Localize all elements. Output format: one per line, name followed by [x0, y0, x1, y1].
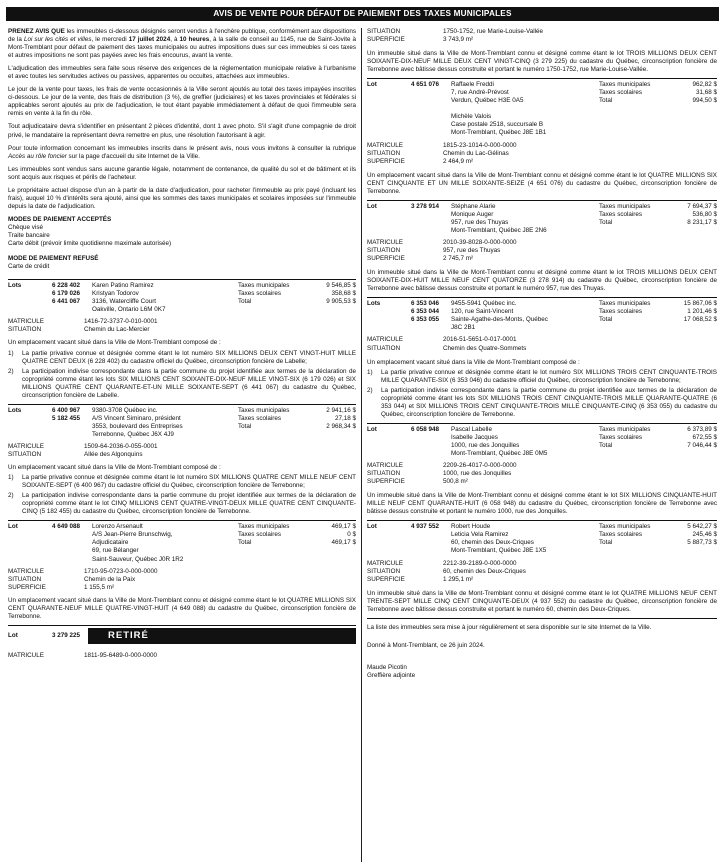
- lot-description: Un emplacement vacant situé dans la Ville de Mont-Tremblant composé de :: [8, 339, 221, 347]
- lot-label: Lot: [8, 631, 18, 639]
- situation-value: Chemin de la Paix: [84, 575, 136, 583]
- tax-value: 7 694,37 $: [687, 202, 717, 210]
- situation-label: SITUATION: [367, 247, 401, 255]
- matricule-value: 1710-95-0723-0-000-0000: [84, 567, 158, 575]
- tax-label: Taxes scolaires: [599, 531, 643, 539]
- superficie-value: 1 295,1 m²: [443, 575, 474, 583]
- owner-line: A/S Vincent Siminaro, président: [92, 414, 181, 422]
- lot-withdrawn: [8, 628, 356, 644]
- tax-label: Total: [599, 97, 613, 105]
- owner-line: Adjudicataire: [92, 539, 129, 547]
- lot-number: 6 353 046: [410, 300, 439, 308]
- lot-part: La partie privative connue et désignée comme étant le lot numéro SIX MILLIONS QUATRE CENT MILLE NEUF CENT SOIXANTE-SEPT (6 400 967) du cadastre officiel du Québec, circonscription foncière de Terrebonne;: [22, 474, 356, 490]
- owner-line: Case postale 2518, succursale B: [451, 121, 544, 129]
- tax-value: 5 642,27 $: [687, 523, 717, 531]
- tax-value: 2 941,16 $: [326, 406, 356, 414]
- matricule-value: 2212-39-2189-0-000-0000: [443, 559, 517, 567]
- situation-label: SITUATION: [8, 326, 42, 334]
- tax-amounts: [238, 407, 356, 439]
- signer-name: Maude Picotin: [367, 663, 407, 671]
- lot-part: La participation indivise correspondante dans la partie commune du projet identifiée aux termes de la déclaration de copropriété comme étant les lots SIX MILLIONS CENT SOIXANTE-DIX-NEUF MILLE VINGT-SIX (6 179 026) et SIX MILLIONS QUATRE CENT QUARANTE-ET-UN MILLE SOIXANTE-SEPT (6 441 067) du cadastre du Québec, circonscription foncière de Labelle.: [22, 367, 356, 399]
- superficie-value: 3 743,9 m²: [443, 36, 474, 44]
- payment-item: Traite bancaire: [8, 231, 50, 239]
- divider: [367, 78, 717, 79]
- tax-amounts: [599, 300, 717, 332]
- tax-label: Taxes scolaires: [238, 531, 282, 539]
- owner-info: [92, 523, 238, 563]
- lot-entry: [8, 282, 356, 314]
- lot-numbers: [389, 300, 451, 332]
- lot-numbers: [30, 523, 92, 563]
- superficie-value: 2 745,7 m²: [443, 255, 474, 263]
- withdrawn-badge: RETIRÉ: [88, 628, 356, 644]
- lot-entry: [367, 300, 717, 332]
- lot-entry: [367, 81, 717, 137]
- owner-line: Lorenzo Arsenault: [92, 523, 143, 531]
- matricule-label: MATRICULE: [8, 567, 44, 575]
- owner-line: Terrebonne, Québec J6X 4J9: [92, 430, 174, 438]
- payment-refused-item: Carte de crédit: [8, 263, 50, 271]
- lot-label: Lot: [367, 202, 377, 210]
- tax-amounts: [599, 523, 717, 555]
- matricule-label: MATRICULE: [367, 238, 403, 246]
- tax-amounts: [599, 426, 717, 458]
- situation-value: 1750-1752, rue Marie-Louise-Vallée: [443, 28, 543, 35]
- tax-amounts: [238, 523, 356, 563]
- lot-numbers: [30, 282, 92, 314]
- matricule-value: 1811-95-6489-0-000-0000: [84, 651, 158, 659]
- matricule-label: MATRICULE: [367, 559, 403, 567]
- owner-line: Michèle Valois: [451, 113, 492, 121]
- tax-label: Taxes municipales: [238, 523, 290, 531]
- owner-line: 9455-5941 Québec inc.: [451, 300, 517, 308]
- divider: [8, 279, 356, 280]
- paragraph-identification: Tout adjudicataire devra s'identifier en présentant 2 pièces d'identité, dont 1 avec photo. S'il s'agit d'une compagnie de droit privé, le mandataire la représentant devra remettre en plus, une résolution l'autorisant à agir.: [8, 123, 356, 139]
- lot-entry: [367, 523, 717, 555]
- tax-label: Taxes scolaires: [599, 308, 643, 316]
- tax-value: 358,68 $: [331, 290, 356, 298]
- tax-label: Taxes municipales: [599, 202, 651, 210]
- lot-number: 6 441 067: [51, 298, 80, 306]
- role-link[interactable]: Accès au rôle foncier: [8, 152, 67, 160]
- superficie-label: SUPERFICIE: [367, 157, 405, 165]
- owner-line: Oakville, Ontario L6M 0K7: [92, 306, 166, 314]
- lot-description: Un emplacement vacant situé dans la Ville de Mont-Tremblant composé de :: [367, 358, 580, 366]
- info-text: sur la page d'accueil du site Internet de la Ville.: [66, 152, 200, 160]
- tax-label: Taxes scolaires: [238, 414, 282, 422]
- superficie-label: SUPERFICIE: [8, 583, 46, 591]
- owner-line: Mont-Tremblant, Québec J8E 1B1: [451, 129, 547, 137]
- intro-text: les immeubles ci-dessous désignés seront vendus à l'enchère publique, conformément aux dispositions de la: [8, 28, 356, 44]
- tax-value: 8 231,17 $: [687, 218, 717, 226]
- owner-line: Mont-Tremblant, Québec J8E 0M5: [451, 450, 548, 458]
- tax-value: 7 046,44 $: [687, 441, 717, 449]
- matricule-value: 1416-72-3737-0-010-0001: [84, 318, 158, 326]
- lot-entry: [367, 203, 717, 235]
- given-date: Donné à Mont-Tremblant, ce 26 juin 2024.: [367, 641, 485, 649]
- paragraph-adjudication: L'adjudication des immeubles sera faite sous réserve des exigences de la réglementation municipale relative à l'urbanisme et avec toutes les servitudes actives ou passives, apparentes ou occultes, attachées aux immeubles.: [8, 65, 356, 81]
- divider: [8, 625, 356, 626]
- lot-number: 6 400 967: [51, 406, 80, 414]
- lot-label: Lot: [367, 523, 377, 531]
- notice-title: AVIS DE VENTE POUR DÉFAUT DE PAIEMENT DES TAXES MUNICIPALES: [6, 7, 719, 21]
- owner-info: [451, 203, 599, 235]
- situation-value: Chemin du Lac-Mercier: [84, 326, 150, 334]
- divider: [367, 200, 717, 201]
- tax-amounts: [238, 282, 356, 314]
- lot-part: La participation indivise correspondante dans la partie commune du projet identifiée aux termes de la déclaration de copropriété comme étant les lots SIX MILLIONS TROIS CENT CINQUANTE-TROIS MILLE QUARANTE-QUATRE (6 353 044) et SIX MILLIONS TROIS CENT CINQUANTE-TROIS MILLE CINQUANTE-CINQ (6 353 055) du cadastre du Québec, circonscription foncière de Terrebonne.: [381, 386, 717, 418]
- tax-value: 672,55 $: [692, 433, 717, 441]
- lot-number: 4 651 076: [410, 81, 439, 89]
- tax-label: Taxes municipales: [599, 523, 651, 531]
- tax-value: 994,50 $: [692, 97, 717, 105]
- lot-part: La partie privative connue et désignée comme étant le lot numéro SIX MILLIONS TROIS CENT CINQUANTE-TROIS MILLE QUARANTE-SIX (6 353 046) du cadastre officiel du Québec, circonscription foncière de Terrebonne;: [381, 368, 717, 384]
- tax-label: Taxes municipales: [599, 425, 651, 433]
- tax-amounts: [599, 203, 717, 235]
- owner-line: 69, rue Bélanger: [92, 547, 139, 555]
- lot-number: 4 937 552: [410, 523, 439, 531]
- intro-paragraph: [8, 28, 356, 60]
- owner-info: [451, 300, 599, 332]
- closing-note: La liste des immeubles sera mise à jour régulièrement et sera disponible sur le site Internet de la Ville.: [367, 623, 652, 631]
- sale-time: 10 heures: [179, 36, 210, 44]
- superficie-label: SUPERFICIE: [367, 575, 405, 583]
- superficie-label: SUPERFICIE: [367, 478, 405, 486]
- paragraph-warranty: Les immeubles sont vendus sans aucune garantie légale, notamment de contenance, de qualité du sol et de bâtiment et ils sont acquis aux risques et périls de l'acheteur.: [8, 165, 356, 181]
- tax-label: Taxes municipales: [238, 406, 290, 414]
- tax-label: Total: [599, 218, 613, 226]
- tax-label: Total: [238, 422, 252, 430]
- lot-number: 5 182 455: [51, 414, 80, 422]
- matricule-label: MATRICULE: [8, 651, 44, 659]
- matricule-value: 2016-51-5651-0-017-0001: [443, 336, 517, 344]
- situation-label: SITUATION: [367, 344, 401, 352]
- divider: [367, 423, 717, 424]
- law-name: Loi sur les cités et villes: [23, 36, 92, 44]
- lot-number: 3 278 914: [410, 202, 439, 210]
- matricule-label: MATRICULE: [367, 141, 403, 149]
- lot-description: Un immeuble situé dans la Ville de Mont-Tremblant connu et désigné comme étant le lot TROIS MILLIONS DEUX CENT SOIXANTE-DIX-HUIT MILLE NEUF CENT QUATORZE (3 278 914) du cadastre du Québec, circonscription foncière de Terrebonne avec bâtisse dessus construite et portant le numéro 957, rue des Thuyas.: [367, 269, 717, 293]
- owner-line: J8C 2B1: [451, 324, 476, 332]
- info-text: Pour toute information concernant les immeubles inscrits dans le présent avis, nous vous invitons à consulter la rubrique: [8, 144, 356, 152]
- payment-refused-title: MODE DE PAIEMENT REFUSÉ: [8, 255, 99, 263]
- lot-numbers: [30, 407, 92, 439]
- owner-line: Raffaele Freddi: [451, 81, 494, 89]
- lot-number: 3 279 225: [51, 631, 80, 639]
- owner-line: 3136, Watercliffe Court: [92, 298, 157, 306]
- top-strip: [0, 0, 725, 6]
- lot-label: Lot: [367, 81, 377, 89]
- owner-line: 9380-3708 Québec inc.: [92, 406, 158, 414]
- owner-line: Leticia Vela Ramirez: [451, 531, 509, 539]
- situation-value: 60, chemin des Deux-Criques: [443, 567, 526, 575]
- divider: [367, 618, 717, 619]
- payment-accepted-title: MODES DE PAIEMENT ACCEPTÉS: [8, 215, 112, 223]
- superficie-value: 500,8 m²: [443, 478, 468, 486]
- matricule-label: MATRICULE: [8, 442, 44, 450]
- owner-line: Kristyan Todorov: [92, 290, 139, 298]
- situation-label: SITUATION: [367, 149, 401, 157]
- situation-value: Chemin du Lac-Gélinas: [443, 149, 509, 157]
- matricule-label: MATRICULE: [367, 462, 403, 470]
- tax-amounts: [599, 81, 717, 137]
- left-column: PRENEZ AVIS QUE les immeubles ci-dessous désignés seront vendus à l'enchère publique, conformément aux dispositions de la Loi sur les cités et villes, le mercredi 17 juillet 2024, à 10 heures, à la salle de conseil au 1145, rue de Saint-Jovite à Mont-Tremblant pour défaut de paiement des taxes municipales ou autres impositions dues sur ces immeubles si ces taxes et autres impositions ne sont pas payées avec les frais encourus, avant la vente. L'adjudication des immeubles sera faite sous réserve des exigences de la réglementation municipale relative à l'urbanisme et avec toutes les servitudes actives ou passives, apparentes ou occultes, attachées aux immeubles. Le jour de la vente pour taxes, les frais de vente occasionnés à la Ville seront ajoutés au total des taxes impayées inscrites ci-dessous. Le jour de la vente, des frais de distribution (3 %), de greffier (judiciaires) et les taxes provinciales et fédérales si applicables seront ajoutés au prix de l'adjudication, le tout étant payable immédiatement à défaut de quoi l'immeuble sera remis en vente à la fin du rôle. Tout adjudicataire devra s'identifier en présentant 2 pièces d'identité, dont 1 avec photo. S'il s'agit d'une compagnie de droit privé, le mandataire la représentant devra remettre en plus, une résolution l'autorisant à agir. Pour toute information concernant les immeubles inscrits dans le présent avis, nous vous invitons à consulter la rubrique Accès au rôle foncier sur la page d'accueil du site Internet de la Ville. Les immeubles sont vendus sans aucune garantie légale, notamment de contenance, de qualité du sol et de bâtiment et ils sont acquis aux risques et périls de l'acheteur. Le propriétaire actuel dispose d'un an à partir de la date d'adjudication, pour racheter l'immeuble au prix payé (incluant les frais), auquel 10 % d'intérêts sera ajouté, ainsi que les sommes des taxes municipales et scolaires imposées sur l'immeuble depuis la date de l'adjudication. MODES DE PAIEMENT ACCEPTÉS Chèque visé Traite bancaire Carte débit (prévoir limite quotidienne maximale autorisée) MODE DE PAIEMENT REFUSÉ Carte de crédit Lots 6 228 402 6 179 026 6 441 067 Karen Patino Ramirez Kristyan Todorov 3136, Watercliffe Court Oakville, Ontario L6M 0K7 Taxes municipales 9 546,85 $ Taxes scolaires 358,68 $ Total 9 905,53 $ MATRICULE 1416-72-3737-0-010-0001 SITUATION Chemin du Lac-Mercier Un emplacement vacant situé dans la Ville de Mont-Tremblant composé de : 1) La partie privative connue et désignée comme étant le lot numéro SIX MILLIONS DEUX CENT VINGT-HUIT MILLE QUATRE CENT DEUX (6 228 402) du cadastre officiel du Québec, circonscription foncière de Labelle; 2) La participation indivise correspondante dans la partie commune du projet identifiée aux termes de la déclaration de copropriété comme étant les lots SIX MILLIONS CENT SOIXANTE-DIX-NEUF MILLE VINGT-SIX (6 179 026) et SIX MILLIONS QUATRE CENT QUARANTE-ET-UN MILLE SOIXANTE-SEPT (6 441 067) du cadastre du Québec, circonscription foncière de Labelle. Lots 6 400 967 5 182 455 9380-3708 Québec inc. A/S Vincent Siminaro, président 3553, boulevard des Entreprises Terrebonne, Québec J6X 4J9 Taxes municipales 2 941,16 $ Taxes scolaires 27,18 $ Total 2 968,34 $ MATRICULE 1509-64-2036-0-055-0001 SITUATION Allée des Algonquins Un emplacement vacant situé dans la Ville de Mont-Tremblant composé de : 1) La partie privative connue et désignée comme étant le lot numéro SIX MILLIONS QUATRE CENT MILLE NEUF CENT SOIXANTE-SEPT (6 400 967) du cadastre officiel du Québec, circonscription foncière de Terrebonne; 2) La participation indivise correspondante dans la partie commune du projet identifiée aux termes de la déclaration de copropriété comme étant le lot CINQ MILLIONS CENT QUATRE-VINGT-DEUX MILLE QUATRE CENT CINQUANTE-CINQ (5 182 455) du cadastre du Québec, circonscription foncière de Terrebonne. Lot 4 649 088 Lorenzo Arsenault A/S Jean-Pierre Brunschwig, Adjudicataire 69, rue Bélanger Saint-Sauveur, Québec J0R 1R2 Taxes municipales 469,17 $ Taxes scolaires 0 $ Total 469,17 $ MATRICULE 1710-95-0723-0-000-0000 SITUATION Chemin de la Paix SUPERFICIE 1 155,5 m² Un emplacement vacant situé dans la Ville de Mont-Tremblant connu et désigné comme étant le lot QUATRE MILLIONS SIX CENT QUARANTE-NEUF MILLE QUATRE-VINGT-HUIT (4 649 088) du cadastre du Québec, circonscription foncière de Terrebonne. Lot 3 279 225 RETIRÉ MATRICULE 1811-95-6489-0-000-0000: [8, 28, 356, 659]
- owner-line: 3553, boulevard des Entreprises: [92, 422, 183, 430]
- owner-line: 120, rue Saint-Vincent: [451, 308, 514, 316]
- lot-entry: [367, 426, 717, 458]
- tax-label: Total: [599, 441, 613, 449]
- lot-numbers: [389, 523, 451, 555]
- tax-value: 5 887,73 $: [687, 539, 717, 547]
- paragraph-fees: Le jour de la vente pour taxes, les frais de vente occasionnés à la Ville seront ajoutés au total des taxes impayées inscrites ci-dessous. Le jour de la vente, des frais de distribution (3 %), de greffier (judiciaires) et les taxes provinciales et fédérales si applicables seront ajoutés au prix de l'adjudication, le tout étant payable immédiatement à défaut de quoi l'immeuble sera remis en vente à la fin du rôle.: [8, 86, 356, 118]
- owner-line: Verdun, Québec H3E 0A5: [451, 97, 524, 105]
- situation-label: SITUATION: [8, 451, 42, 459]
- matricule-value: 1509-64-2036-0-055-0001: [84, 442, 158, 450]
- situation-label: SITUATION: [367, 28, 401, 35]
- situation-value: 957, rue des Thuyas: [443, 247, 501, 255]
- owner-line: A/S Jean-Pierre Brunschwig,: [92, 531, 173, 539]
- matricule-value: 2209-26-4017-0-000-0000: [443, 462, 517, 470]
- owner-line: Monique Auger: [451, 210, 494, 218]
- lot-numbers: [389, 203, 451, 235]
- lot-label: Lots: [8, 406, 22, 414]
- tax-label: Taxes scolaires: [238, 290, 282, 298]
- lot-number: 6 179 026: [51, 290, 80, 298]
- lot-part: La partie privative connue et désignée comme étant le lot numéro SIX MILLIONS DEUX CENT VINGT-HUIT MILLE QUATRE CENT DEUX (6 228 402) du cadastre officiel du Québec, circonscription foncière de Labelle;: [22, 349, 356, 365]
- owner-line: Robert Houde: [451, 523, 491, 531]
- lot-numbers: [389, 426, 451, 458]
- owner-line: Karen Patino Ramirez: [92, 282, 154, 290]
- owner-info: [451, 81, 599, 137]
- intro-text: , le mercredi: [91, 36, 129, 44]
- column-divider: [361, 28, 362, 862]
- owner-line: 957, rue des Thuyas: [451, 218, 509, 226]
- owner-line: 7, rue André-Prévost: [451, 89, 509, 97]
- owner-line: 60, chemin des Deux-Criques: [451, 539, 534, 547]
- lot-number: 6 353 055: [410, 316, 439, 324]
- lot-label: Lot: [8, 523, 18, 531]
- lot-label: Lots: [8, 282, 22, 290]
- tax-label: Taxes scolaires: [599, 210, 643, 218]
- paragraph-redemption: Le propriétaire actuel dispose d'un an à partir de la date d'adjudication, pour racheter l'immeuble au prix payé (incluant les frais), auquel 10 % d'intérêts sera ajouté, ainsi que les sommes des taxes municipales et scolaires imposées sur l'immeuble depuis la date de l'adjudication.: [8, 186, 356, 210]
- matricule-label: MATRICULE: [8, 318, 44, 326]
- lot-description: Un immeuble situé dans la Ville de Mont-Tremblant connu et désigné comme étant le lot SIX MILLIONS CINQUANTE-HUIT MILLE NEUF CENT QUARANTE-HUIT (6 058 948) du cadastre du Québec, circonscription foncière de Terrebonne avec bâtisse dessus construite et portant le numéro 1000, rue des Jonquilles.: [367, 492, 717, 516]
- lot-description: Un emplacement vacant situé dans la Ville de Mont-Tremblant composé de :: [8, 464, 221, 472]
- owner-line: Pascal Labelle: [451, 425, 492, 433]
- lot-description: Un emplacement vacant situé dans la Ville de Mont-Tremblant connu et désigné comme étant le lot QUATRE MILLIONS SIX CENT QUARANTE-NEUF MILLE QUATRE-VINGT-HUIT (4 649 088) du cadastre du Québec, circonscription foncière de Terrebonne.: [8, 596, 356, 620]
- owner-line: Mont-Tremblant, Québec J8E 1X5: [451, 547, 547, 555]
- lot-number: 4 649 088: [51, 523, 80, 531]
- tax-label: Total: [238, 298, 252, 306]
- intro-lead: PRENEZ AVIS QUE: [8, 28, 65, 35]
- lot-number: 6 228 402: [51, 282, 80, 290]
- intro-text: , à la salle de conseil au 1145, rue de Saint-Jovite à Mont-Tremblant pour défaut de paiement des taxes municipales ou autres impositions dues sur ces immeubles si ces taxes et autres impositions ne sont pas payées avec les frais encourus, avant la vente.: [8, 36, 356, 60]
- tax-value: 6 373,89 $: [687, 425, 717, 433]
- lot-number: 6 353 044: [410, 308, 439, 316]
- tax-value: 9 546,85 $: [326, 282, 356, 290]
- situation-value: Allée des Algonquins: [84, 451, 143, 459]
- lot-description: Un immeuble situé dans la Ville de Mont-Tremblant connu et désigné comme étant le lot TROIS MILLIONS DEUX CENT SOIXANTE-DIX-NEUF MILLE DEUX CENT VINGT-CINQ (3 279 225) du cadastre du Québec, circonscription foncière de Terrebonne avec bâtisse dessus construite et portant le numéro 1750-1752, rue Marie-Louise-Vallée.: [367, 50, 717, 74]
- situation-label: SITUATION: [367, 567, 401, 575]
- tax-value: 15 867,06 $: [683, 300, 717, 308]
- superficie-value: 2 464,9 m²: [443, 157, 474, 165]
- tax-label: Total: [599, 539, 613, 547]
- lot-part: La participation indivise correspondante dans la partie commune du projet identifiée aux termes de la déclaration de copropriété comme étant le lot CINQ MILLIONS CENT QUATRE-VINGT-DEUX MILLE QUATRE CENT CINQUANTE-CINQ (5 182 455) du cadastre du Québec, circonscription foncière de Terrebonne.: [22, 492, 356, 516]
- situation-value: 1000, rue des Jonquilles: [443, 470, 512, 478]
- tax-label: Taxes scolaires: [599, 433, 643, 441]
- payment-item: Carte débit (prévoir limite quotidienne maximale autorisée): [8, 240, 172, 248]
- lot-entry: [8, 523, 356, 563]
- owner-line: Mont-Tremblant, Québec J8E 2N6: [451, 226, 547, 234]
- situation-label: SITUATION: [8, 575, 42, 583]
- tax-label: Total: [599, 316, 613, 324]
- signer-title: Greffière adjointe: [367, 671, 416, 679]
- lot-numbers: [389, 81, 451, 137]
- owner-line: Stéphane Alarie: [451, 202, 496, 210]
- tax-label: Taxes municipales: [238, 282, 290, 290]
- tax-value: 31,68 $: [695, 89, 717, 97]
- owner-line: Isabelle Jacques: [451, 433, 498, 441]
- tax-value: 27,18 $: [334, 414, 356, 422]
- tax-value: 2 968,34 $: [326, 422, 356, 430]
- matricule-value: 1815-23-1014-0-000-0000: [443, 141, 517, 149]
- situation-value: Chemin des Quatre-Sommets: [443, 344, 527, 352]
- superficie-label: SUPERFICIE: [367, 36, 405, 44]
- owner-info: [92, 282, 238, 314]
- tax-value: 469,17 $: [331, 539, 356, 547]
- tax-label: Taxes municipales: [599, 300, 651, 308]
- tax-value: 1 201,46 $: [687, 308, 717, 316]
- intro-text: , à: [170, 36, 180, 44]
- tax-value: 962,82 $: [692, 81, 717, 89]
- lot-label: Lot: [367, 425, 377, 433]
- tax-value: 536,80 $: [692, 210, 717, 218]
- tax-label: Total: [238, 539, 252, 547]
- divider: [8, 520, 356, 521]
- tax-value: 245,46 $: [692, 531, 717, 539]
- tax-value: 17 068,52 $: [683, 316, 717, 324]
- tax-label: Taxes scolaires: [599, 89, 643, 97]
- superficie-value: 1 155,5 m²: [84, 583, 115, 591]
- owner-line: Saint-Sauveur, Québec J0R 1R2: [92, 555, 184, 563]
- tax-value: 9 905,53 $: [326, 298, 356, 306]
- owner-line: Sainte-Agathe-des-Monts, Québec: [451, 316, 548, 324]
- owner-info: [451, 426, 599, 458]
- owner-info: [451, 523, 599, 555]
- right-column: SITUATION 1750-1752, rue Marie-Louise-Vallée SUPERFICIE 3 743,9 m² Un immeuble situé dans la Ville de Mont-Tremblant connu et désigné comme étant le lot TROIS MILLIONS DEUX CENT SOIXANTE-DIX-NEUF MILLE DEUX CENT VINGT-CINQ (3 279 225) du cadastre du Québec, circonscription foncière de Terrebonne avec bâtisse dessus construite et portant le numéro 1750-1752, rue Marie-Louise-Vallée. Lot 4 651 076 Raffaele Freddi 7, rue André-Prévost Verdun, Québec H3E 0A5 Michèle Valois Case postale 2518, succursale B Mont-Tremblant, Québec J8E 1B1 Taxes municipales 962,82 $ Taxes scolaires 31,68 $ Total 994,50 $ MATRICULE 1815-23-1014-0-000-0000 SITUATION Chemin du Lac-Gélinas SUPERFICIE 2 464,9 m² Un emplacement vacant situé dans la Ville de Mont-Tremblant connu et désigné comme étant le lot QUATRE MILLIONS SIX CENT CINQUANTE ET UN MILLE SOIXANTE-SEIZE (4 651 076) du cadastre du Québec, circonscription foncière de Terrebonne. Lot 3 278 914 Stéphane Alarie Monique Auger 957, rue des Thuyas Mont-Tremblant, Québec J8E 2N6 Taxes municipales 7 694,37 $ Taxes scolaires 536,80 $ Total 8 231,17 $ MATRICULE 2010-39-8028-0-000-0000 SITUATION 957, rue des Thuyas SUPERFICIE 2 745,7 m² Un immeuble situé dans la Ville de Mont-Tremblant connu et désigné comme étant le lot TROIS MILLIONS DEUX CENT SOIXANTE-DIX-HUIT MILLE NEUF CENT QUATORZE (3 278 914) du cadastre du Québec, circonscription foncière de Terrebonne avec bâtisse dessus construite et portant le numéro 957, rue des Thuyas. Lots 6 353 046 6 353 044 6 353 055 9455-5941 Québec inc. 120, rue Saint-Vincent Sainte-Agathe-des-Monts, Québec J8C 2B1 Taxes municipales 15 867,06 $ Taxes scolaires 1 201,46 $ Total 17 068,52 $ MATRICULE 2016-51-5651-0-017-0001 SITUATION Chemin des Quatre-Sommets Un emplacement vacant situé dans la Ville de Mont-Tremblant composé de : 1) La partie privative connue et désignée comme étant le lot numéro SIX MILLIONS TROIS CENT CINQUANTE-TROIS MILLE QUARANTE-SIX (6 353 046) du cadastre officiel du Québec, circonscription foncière de Terrebonne; 2) La participation indivise correspondante dans la partie commune du projet identifiée aux termes de la déclaration de copropriété comme étant les lots SIX MILLIONS TROIS CENT CINQUANTE-TROIS MILLE QUARANTE-QUATRE (6 353 044) et SIX MILLIONS TROIS CENT CINQUANTE-TROIS MILLE CINQUANTE-CINQ (6 353 055) du cadastre du Québec, circonscription foncière de Terrebonne. Lot 6 058 948 Pascal Labelle Isabelle Jacques 1000, rue des Jonquilles Mont-Tremblant, Québec J8E 0M5 Taxes municipales 6 373,89 $ Taxes scolaires 672,55 $ Total 7 046,44 $ MATRICULE 2209-26-4017-0-000-0000 SITUATION 1000, rue des Jonquilles SUPERFICIE 500,8 m² Un immeuble situé dans la Ville de Mont-Tremblant connu et désigné comme étant le lot SIX MILLIONS CINQUANTE-HUIT MILLE NEUF CENT QUARANTE-HUIT (6 058 948) du cadastre du Québec, circonscription foncière de Terrebonne avec bâtisse dessus construite et portant le numéro 1000, rue des Jonquilles. Lot 4 937 552 Robert Houde Leticia Vela Ramirez 60, chemin des Deux-Criques Mont-Tremblant, Québec J8E 1X5 Taxes municipales 5 642,27 $ Taxes scolaires 245,46 $ Total 5 887,73 $ MATRICULE 2212-39-2189-0-000-0000 SITUATION 60, chemin des Deux-Criques SUPERFICIE 1 295,1 m² Un immeuble situé dans la Ville de Mont-Tremblant connu et désigné comme étant le lot QUATRE MILLIONS NEUF CENT TRENTE-SEPT MILLE CINQ CENT CINQUANTE-DEUX (4 937 552) du cadastre du Québec, circonscription foncière de Terrebonne avec bâtisse dessus construite et portant le numéro 60, chemin des Deux-Criques. La liste des immeubles sera mise à jour régulièrement et sera disponible sur le site Internet de la Ville. Donné à Mont-Tremblant, ce 26 juin 2024. Maude Picotin Greffière adjointe: [367, 28, 717, 679]
- divider: [8, 404, 356, 405]
- tax-value: 469,17 $: [331, 523, 356, 531]
- owner-info: [92, 407, 238, 439]
- lot-entry: [8, 407, 356, 439]
- lot-number: 6 058 948: [410, 425, 439, 433]
- lot-label: Lots: [367, 300, 381, 308]
- divider: [367, 520, 717, 521]
- lot-description: Un immeuble situé dans la Ville de Mont-Tremblant connu et désigné comme étant le lot QUATRE MILLIONS NEUF CENT TRENTE-SEPT MILLE CINQ CENT CINQUANTE-DEUX (4 937 552) du cadastre du Québec, circonscription foncière de Terrebonne avec bâtisse dessus construite et portant le numéro 60, chemin des Deux-Criques.: [367, 589, 717, 613]
- matricule-value: 2010-39-8028-0-000-0000: [443, 238, 517, 246]
- superficie-label: SUPERFICIE: [367, 255, 405, 263]
- divider: [367, 297, 717, 298]
- paragraph-information: [8, 145, 356, 161]
- owner-line: 1000, rue des Jonquilles: [451, 441, 520, 449]
- situation-label: SITUATION: [367, 470, 401, 478]
- matricule-label: MATRICULE: [367, 336, 403, 344]
- tax-value: 0 $: [347, 531, 356, 539]
- sale-date: 17 juillet 2024: [128, 36, 171, 44]
- lot-description: Un emplacement vacant situé dans la Ville de Mont-Tremblant connu et désigné comme étant le lot QUATRE MILLIONS SIX CENT CINQUANTE ET UN MILLE SOIXANTE-SEIZE (4 651 076) du cadastre du Québec, circonscription foncière de Terrebonne.: [367, 171, 717, 195]
- tax-label: Taxes municipales: [599, 81, 651, 89]
- payment-item: Chèque visé: [8, 223, 44, 231]
